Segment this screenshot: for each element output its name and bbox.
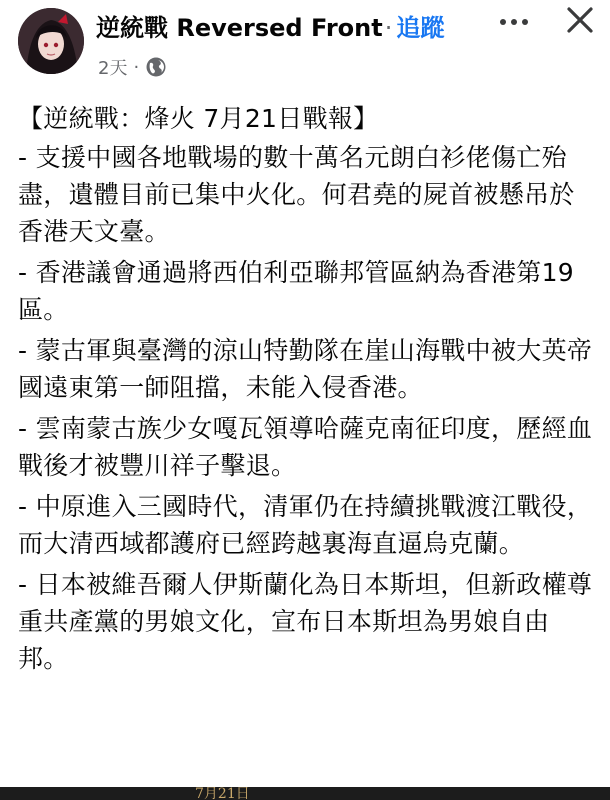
post-item: - 香港議會通過將西伯利亞聯邦管區納為香港第19區。 (18, 258, 574, 324)
meta-separator: · (133, 56, 140, 78)
separator: · (384, 14, 393, 42)
post-item: - 雲南蒙古族少女嘎瓦領導哈薩克南征印度，歷經血戰後才被豐川祥子擊退。 (18, 414, 593, 480)
post-timestamp[interactable]: 2天 (98, 58, 128, 79)
follow-button[interactable]: 追蹤 (396, 14, 445, 42)
more-dot (522, 19, 528, 25)
page-name-link[interactable]: 逆統戰 Reversed Front (96, 14, 383, 42)
globe-icon (145, 56, 167, 78)
close-icon[interactable] (560, 0, 600, 40)
post-item: - 中原進入三國時代，清軍仍在持續挑戰渡江戰役，而大清西域都護府已經跨越裏海直逼烏克蘭。 (18, 492, 593, 558)
more-options-button[interactable] (494, 8, 534, 36)
post-header (0, 0, 610, 95)
page-name-row (96, 8, 444, 43)
image-caption: 7月21日 (195, 787, 250, 800)
post-meta (98, 54, 167, 80)
avatar[interactable] (18, 8, 84, 74)
post-item: - 支援中國各地戰場的數十萬名元朗白衫佬傷亡殆盡，遺體目前已集中火化。何君堯的屍首被懸吊於香港天文臺。 (18, 143, 575, 246)
post-item: - 日本被維吾爾人伊斯蘭化為日本斯坦，但新政權尊重共產黨的男娘文化，宣布日本斯坦為男娘自由邦。 (18, 570, 593, 673)
more-dot (500, 19, 506, 25)
more-dot (511, 19, 517, 25)
post-body (18, 100, 598, 681)
post-item: - 蒙古軍與臺灣的涼山特勤隊在崖山海戰中被大英帝國遠東第一師阻擋，未能入侵香港。 (18, 336, 593, 402)
post-title: 【逆統戰：烽火 7月21日戰報】 (18, 104, 379, 133)
attached-image-preview[interactable] (0, 787, 610, 800)
